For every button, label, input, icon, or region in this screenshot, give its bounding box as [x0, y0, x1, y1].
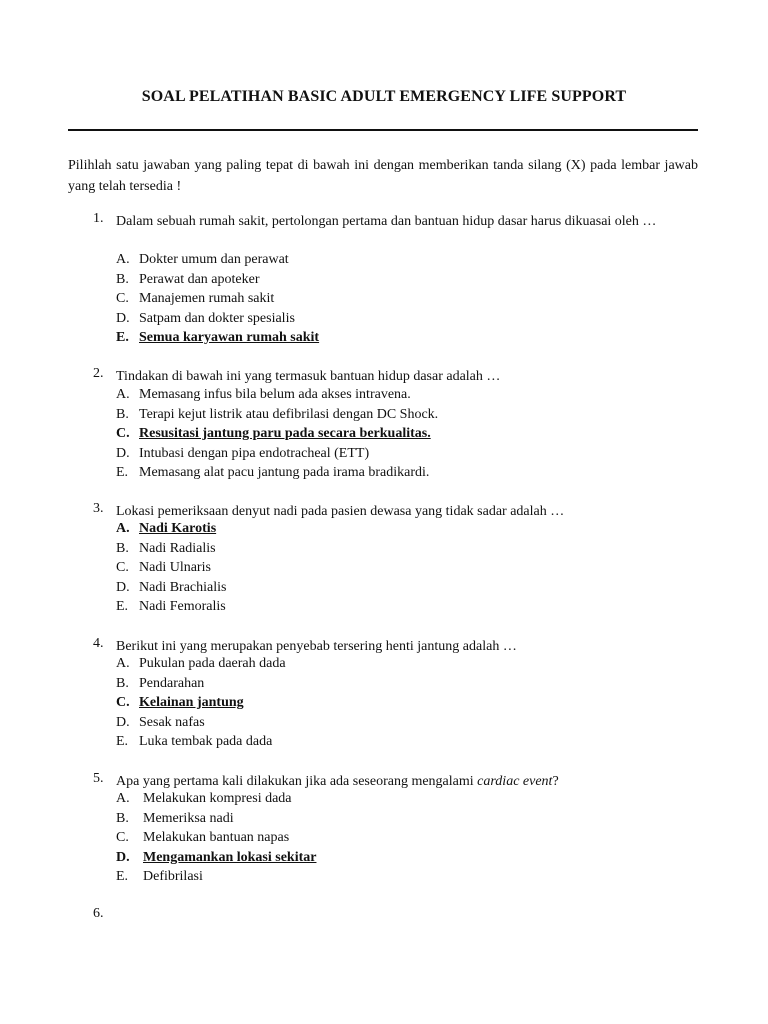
question-number: 2.: [93, 366, 104, 381]
option-letter: E.: [116, 465, 129, 480]
option-letter: C.: [116, 695, 130, 710]
option-letter: A.: [116, 791, 130, 806]
option-text: Terapi kejut listrik atau defibrilasi dengan DC Shock.: [139, 406, 439, 422]
option-b: [116, 674, 676, 694]
option-text: Nadi Radialis: [139, 540, 216, 556]
option-text: Nadi Femoralis: [139, 599, 226, 614]
option-list: [116, 385, 676, 483]
option-a: [116, 519, 676, 539]
option-text: Intubasi dengan pipa endotracheal (ETT): [139, 445, 370, 461]
option-letter: D.: [116, 579, 130, 595]
option-letter: E.: [116, 869, 129, 884]
option-letter: E.: [116, 599, 129, 614]
question-number: 1.: [93, 211, 104, 226]
option-text: Luka tembak pada dada: [139, 734, 273, 749]
option-letter: B.: [116, 810, 129, 826]
question-text: Dalam sebuah rumah sakit, pertolongan pertama dan bantuan hidup dasar harus dikuasai oleh …: [116, 214, 657, 229]
option-letter: D.: [116, 849, 130, 865]
option-letter: D.: [116, 714, 130, 730]
option-letter: E.: [116, 330, 129, 345]
option-letter: C.: [116, 830, 129, 845]
option-e: [116, 328, 676, 348]
option-c: [116, 693, 676, 713]
question-text-part: Apa yang pertama kali dilakukan jika ada seseorang mengalami: [116, 774, 478, 789]
option-text: Resusitasi jantung paru pada secara berkualitas.: [139, 426, 431, 441]
option-d: [116, 713, 676, 733]
option-text: Memeriksa nadi: [143, 810, 234, 826]
option-text: Melakukan bantuan napas: [143, 830, 290, 845]
option-text: Kelainan jantung: [139, 695, 244, 710]
option-text: Dokter umum dan perawat: [139, 252, 289, 267]
option-a: [116, 385, 676, 405]
question-6-number: 6.: [93, 906, 104, 921]
page-title: SOAL PELATIHAN BASIC ADULT EMERGENCY LIFE SUPPORT: [141, 88, 627, 105]
question-number: 4.: [93, 636, 104, 651]
option-letter: B.: [116, 675, 129, 691]
option-letter: C.: [116, 291, 129, 306]
question-number: 3.: [93, 501, 104, 516]
option-list: [116, 789, 676, 887]
option-letter: D.: [116, 310, 130, 326]
option-a: [116, 654, 676, 674]
option-letter: C.: [116, 560, 129, 575]
question-text: Tindakan di bawah ini yang termasuk bantuan hidup dasar adalah …: [116, 369, 501, 384]
option-text: Sesak nafas: [139, 714, 205, 730]
option-text: Memasang alat pacu jantung pada irama bradikardi.: [139, 465, 430, 480]
question-number: 5.: [93, 771, 104, 786]
option-b: [116, 539, 676, 559]
option-text: Mengamankan lokasi sekitar: [143, 849, 317, 865]
option-e: [116, 463, 676, 483]
option-text: Pukulan pada daerah dada: [139, 656, 286, 671]
option-letter: A.: [116, 521, 130, 536]
question-text: Berikut ini yang merupakan penyebab tersering henti jantung adalah …: [116, 639, 517, 654]
option-text: Semua karyawan rumah sakit: [139, 330, 320, 345]
option-c: [116, 289, 676, 309]
option-list: [116, 654, 676, 752]
option-b: [116, 405, 676, 425]
question-text-part: ?: [552, 774, 559, 789]
option-letter: B.: [116, 406, 129, 422]
option-text: Defibrilasi: [143, 869, 203, 884]
option-letter: E.: [116, 734, 129, 749]
option-text: Satpam dan dokter spesialis: [139, 310, 295, 326]
option-e: [116, 732, 676, 752]
option-c: [116, 828, 676, 848]
option-list: [116, 250, 676, 348]
option-letter: A.: [116, 387, 130, 402]
option-a: [116, 250, 676, 270]
option-text: Perawat dan apoteker: [139, 271, 260, 287]
option-c: [116, 424, 676, 444]
option-c: [116, 558, 676, 578]
option-d: [116, 578, 676, 598]
option-d: [116, 309, 676, 329]
title-divider: [68, 129, 698, 131]
option-letter: A.: [116, 656, 130, 671]
option-b: [116, 270, 676, 290]
option-text: Pendarahan: [139, 675, 205, 691]
option-text: Nadi Ulnaris: [139, 560, 211, 575]
option-b: [116, 809, 676, 829]
option-d: [116, 848, 676, 868]
option-a: [116, 789, 676, 809]
option-letter: C.: [116, 426, 130, 441]
option-e: [116, 597, 676, 617]
option-list: [116, 519, 676, 617]
question-text-italic: cardiac event: [477, 774, 553, 789]
option-text: Nadi Brachialis: [139, 579, 227, 595]
option-letter: A.: [116, 252, 130, 267]
option-letter: B.: [116, 271, 129, 287]
option-d: [116, 444, 676, 464]
option-text: Manajemen rumah sakit: [139, 291, 275, 306]
option-letter: D.: [116, 445, 130, 461]
question-text: Lokasi pemeriksaan denyut nadi pada pasien dewasa yang tidak sadar adalah …: [116, 504, 565, 519]
option-letter: B.: [116, 540, 129, 556]
option-text: Memasang infus bila belum ada akses intravena.: [139, 387, 411, 402]
option-text: Nadi Karotis: [139, 521, 217, 536]
option-e: [116, 867, 676, 887]
instruction-text: Pilihlah satu jawaban yang paling tepat di bawah ini dengan memberikan tanda silang (X) pada lembar jawab yang telah tersedia !: [68, 158, 698, 194]
option-text: Melakukan kompresi dada: [143, 791, 292, 806]
